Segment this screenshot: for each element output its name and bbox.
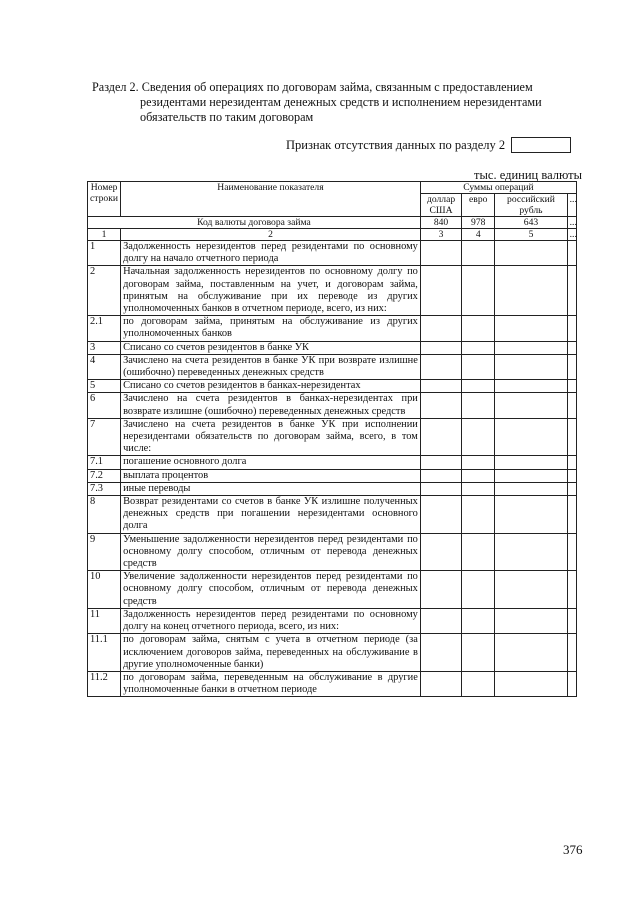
eur-cell[interactable] <box>462 571 495 609</box>
column-number-3: 3 <box>420 229 461 241</box>
more-cell[interactable] <box>567 608 576 633</box>
indicator-name: по договорам займа, снятым с учета в отчетном периоде (за исключением договоров займа, переведенных на обслуживание в другие уполномоченные банки) <box>121 634 421 672</box>
header-eur: евро <box>462 194 495 217</box>
table-row <box>88 496 577 534</box>
indicator-name: Зачислено на счета резидентов в банках-нерезидентах при возврате излишне (ошибочно) переведенных денежных средств <box>121 393 421 418</box>
header-more: ... <box>567 194 576 217</box>
section-title-line1: Раздел 2. Сведения об операциях по договорам займа, связанным с предоставлением <box>92 80 533 94</box>
section-title-rest: резидентами нерезидентам денежных средств и исполнением нерезидентами обязательств по таким договорам <box>140 95 542 124</box>
header-row-number: Номер строки <box>88 182 121 217</box>
usd-cell[interactable] <box>420 469 461 482</box>
usd-cell[interactable] <box>420 418 461 456</box>
column-number-more: ... <box>567 229 576 241</box>
usd-cell[interactable] <box>420 341 461 354</box>
more-cell[interactable] <box>567 380 576 393</box>
usd-cell[interactable] <box>420 496 461 534</box>
indicator-name: Уменьшение задолженности нерезидентов перед резидентами по основному долгу способом, отличным от перевода денежных средств <box>121 533 421 571</box>
eur-cell[interactable] <box>462 533 495 571</box>
eur-cell[interactable] <box>462 341 495 354</box>
header-indicator-name: Наименование показателя <box>121 182 421 217</box>
indicator-name: погашение основного долга <box>121 456 421 469</box>
eur-cell[interactable] <box>462 456 495 469</box>
row-number: 2.1 <box>88 316 121 341</box>
eur-cell[interactable] <box>462 671 495 696</box>
table-row <box>88 241 577 266</box>
rub-cell[interactable] <box>495 533 567 571</box>
more-cell[interactable] <box>567 341 576 354</box>
more-cell[interactable] <box>567 266 576 316</box>
units-label: тыс. единиц валюты <box>474 168 582 182</box>
eur-cell[interactable] <box>462 608 495 633</box>
eur-cell[interactable] <box>462 482 495 495</box>
usd-cell[interactable] <box>420 634 461 672</box>
table-row <box>88 341 577 354</box>
column-number-1: 1 <box>88 229 121 241</box>
more-cell[interactable] <box>567 469 576 482</box>
table-row <box>88 469 577 482</box>
indicator-name: выплата процентов <box>121 469 421 482</box>
indicator-name: Задолженность нерезидентов перед резидентами по основному долгу на конец отчетного периода, всего, из них: <box>121 608 421 633</box>
row-number: 7.2 <box>88 469 121 482</box>
header-usd: доллар США <box>420 194 461 217</box>
rub-cell[interactable] <box>495 482 567 495</box>
indicator-name: Возврат резидентами со счетов в банке УК излишне полученных денежных средств при погашении нерезидентами основного долга <box>121 496 421 534</box>
table-row <box>88 393 577 418</box>
row-number: 7 <box>88 418 121 456</box>
eur-cell[interactable] <box>462 393 495 418</box>
row-number: 8 <box>88 496 121 534</box>
indicator-name: Увеличение задолженности нерезидентов перед резидентами по основному долгу способом, отличным от перевода денежных средств <box>121 571 421 609</box>
indicator-name: Начальная задолженность нерезидентов по основному долгу по договорам займа, поставленным на учет, и договорам займа, принятым на обслуживание при их переводе из других уполномоченных банков в отчетном периоде, всего, из них: <box>121 266 421 316</box>
rub-cell[interactable] <box>495 634 567 672</box>
no-data-flag-label: Признак отсутствия данных по разделу 2 <box>286 137 506 152</box>
table-row <box>88 571 577 609</box>
table-row <box>88 456 577 469</box>
more-cell[interactable] <box>567 393 576 418</box>
usd-cell[interactable] <box>420 316 461 341</box>
row-number: 2 <box>88 266 121 316</box>
eur-cell[interactable] <box>462 266 495 316</box>
rub-cell[interactable] <box>495 608 567 633</box>
table-row <box>88 354 577 379</box>
eur-cell[interactable] <box>462 469 495 482</box>
indicator-name: Зачислено на счета резидентов в банке УК при возврате излишне (ошибочно) переведенных денежных средств <box>121 354 421 379</box>
indicator-name: по договорам займа, переведенным на обслуживание в другие уполномоченные банки в отчетном периоде <box>121 671 421 696</box>
page-number: 376 <box>563 842 583 857</box>
currency-code-rub: 643 <box>495 217 567 229</box>
eur-cell[interactable] <box>462 418 495 456</box>
usd-cell[interactable] <box>420 456 461 469</box>
more-cell[interactable] <box>567 418 576 456</box>
usd-cell[interactable] <box>420 608 461 633</box>
row-number: 1 <box>88 241 121 266</box>
rub-cell[interactable] <box>495 496 567 534</box>
row-number: 9 <box>88 533 121 571</box>
usd-cell[interactable] <box>420 393 461 418</box>
row-number: 7.1 <box>88 456 121 469</box>
rub-cell[interactable] <box>495 241 567 266</box>
header-sums: Суммы операций <box>420 182 576 194</box>
eur-cell[interactable] <box>462 634 495 672</box>
row-number: 4 <box>88 354 121 379</box>
more-cell[interactable] <box>567 533 576 571</box>
more-cell[interactable] <box>567 354 576 379</box>
usd-cell[interactable] <box>420 533 461 571</box>
column-number-5: 5 <box>495 229 567 241</box>
currency-code-usd: 840 <box>420 217 461 229</box>
row-number: 6 <box>88 393 121 418</box>
no-data-flag-row <box>286 137 571 153</box>
table-row <box>88 671 577 696</box>
row-number: 3 <box>88 341 121 354</box>
rub-cell[interactable] <box>495 671 567 696</box>
usd-cell[interactable] <box>420 671 461 696</box>
rub-cell[interactable] <box>495 341 567 354</box>
more-cell[interactable] <box>567 634 576 672</box>
indicator-name: Списано со счетов резидентов в банках-нерезидентах <box>121 380 421 393</box>
rub-cell[interactable] <box>495 393 567 418</box>
more-cell[interactable] <box>567 316 576 341</box>
eur-cell[interactable] <box>462 380 495 393</box>
section-title <box>92 80 592 125</box>
report-table <box>87 181 577 697</box>
rub-cell[interactable] <box>495 266 567 316</box>
indicator-name: Списано со счетов резидентов в банке УК <box>121 341 421 354</box>
table-row <box>88 482 577 495</box>
rub-cell[interactable] <box>495 456 567 469</box>
indicator-name: иные переводы <box>121 482 421 495</box>
eur-cell[interactable] <box>462 354 495 379</box>
table-row <box>88 608 577 633</box>
row-number: 10 <box>88 571 121 609</box>
more-cell[interactable] <box>567 482 576 495</box>
report-body <box>88 241 577 697</box>
eur-cell[interactable] <box>462 316 495 341</box>
usd-cell[interactable] <box>420 380 461 393</box>
rub-cell[interactable] <box>495 316 567 341</box>
usd-cell[interactable] <box>420 482 461 495</box>
more-cell[interactable] <box>567 456 576 469</box>
more-cell[interactable] <box>567 571 576 609</box>
rub-cell[interactable] <box>495 380 567 393</box>
row-number: 11.2 <box>88 671 121 696</box>
header-rub: российский рубль <box>495 194 567 217</box>
eur-cell[interactable] <box>462 241 495 266</box>
usd-cell[interactable] <box>420 241 461 266</box>
table-row <box>88 266 577 316</box>
column-number-2: 2 <box>121 229 421 241</box>
rub-cell[interactable] <box>495 354 567 379</box>
table-row <box>88 316 577 341</box>
usd-cell[interactable] <box>420 571 461 609</box>
currency-code-label: Код валюты договора займа <box>88 217 421 229</box>
more-cell[interactable] <box>567 671 576 696</box>
table-row <box>88 533 577 571</box>
more-cell[interactable] <box>567 496 576 534</box>
currency-code-eur: 978 <box>462 217 495 229</box>
table-row <box>88 380 577 393</box>
table-row <box>88 634 577 672</box>
usd-cell[interactable] <box>420 266 461 316</box>
eur-cell[interactable] <box>462 496 495 534</box>
usd-cell[interactable] <box>420 354 461 379</box>
row-number: 7.3 <box>88 482 121 495</box>
rub-cell[interactable] <box>495 571 567 609</box>
rub-cell[interactable] <box>495 469 567 482</box>
currency-code-more: ... <box>567 217 576 229</box>
row-number: 5 <box>88 380 121 393</box>
indicator-name: Зачислено на счета резидентов в банке УК при исполнении нерезидентами обязательств по договорам займа, всего, в том числе: <box>121 418 421 456</box>
row-number: 11.1 <box>88 634 121 672</box>
table-row <box>88 418 577 456</box>
rub-cell[interactable] <box>495 418 567 456</box>
more-cell[interactable] <box>567 241 576 266</box>
row-number: 11 <box>88 608 121 633</box>
no-data-flag-box[interactable] <box>511 137 571 153</box>
indicator-name: по договорам займа, принятым на обслуживание из других уполномоченных банков <box>121 316 421 341</box>
column-number-4: 4 <box>462 229 495 241</box>
indicator-name: Задолженность нерезидентов перед резидентами по основному долгу на начало отчетного периода <box>121 241 421 266</box>
